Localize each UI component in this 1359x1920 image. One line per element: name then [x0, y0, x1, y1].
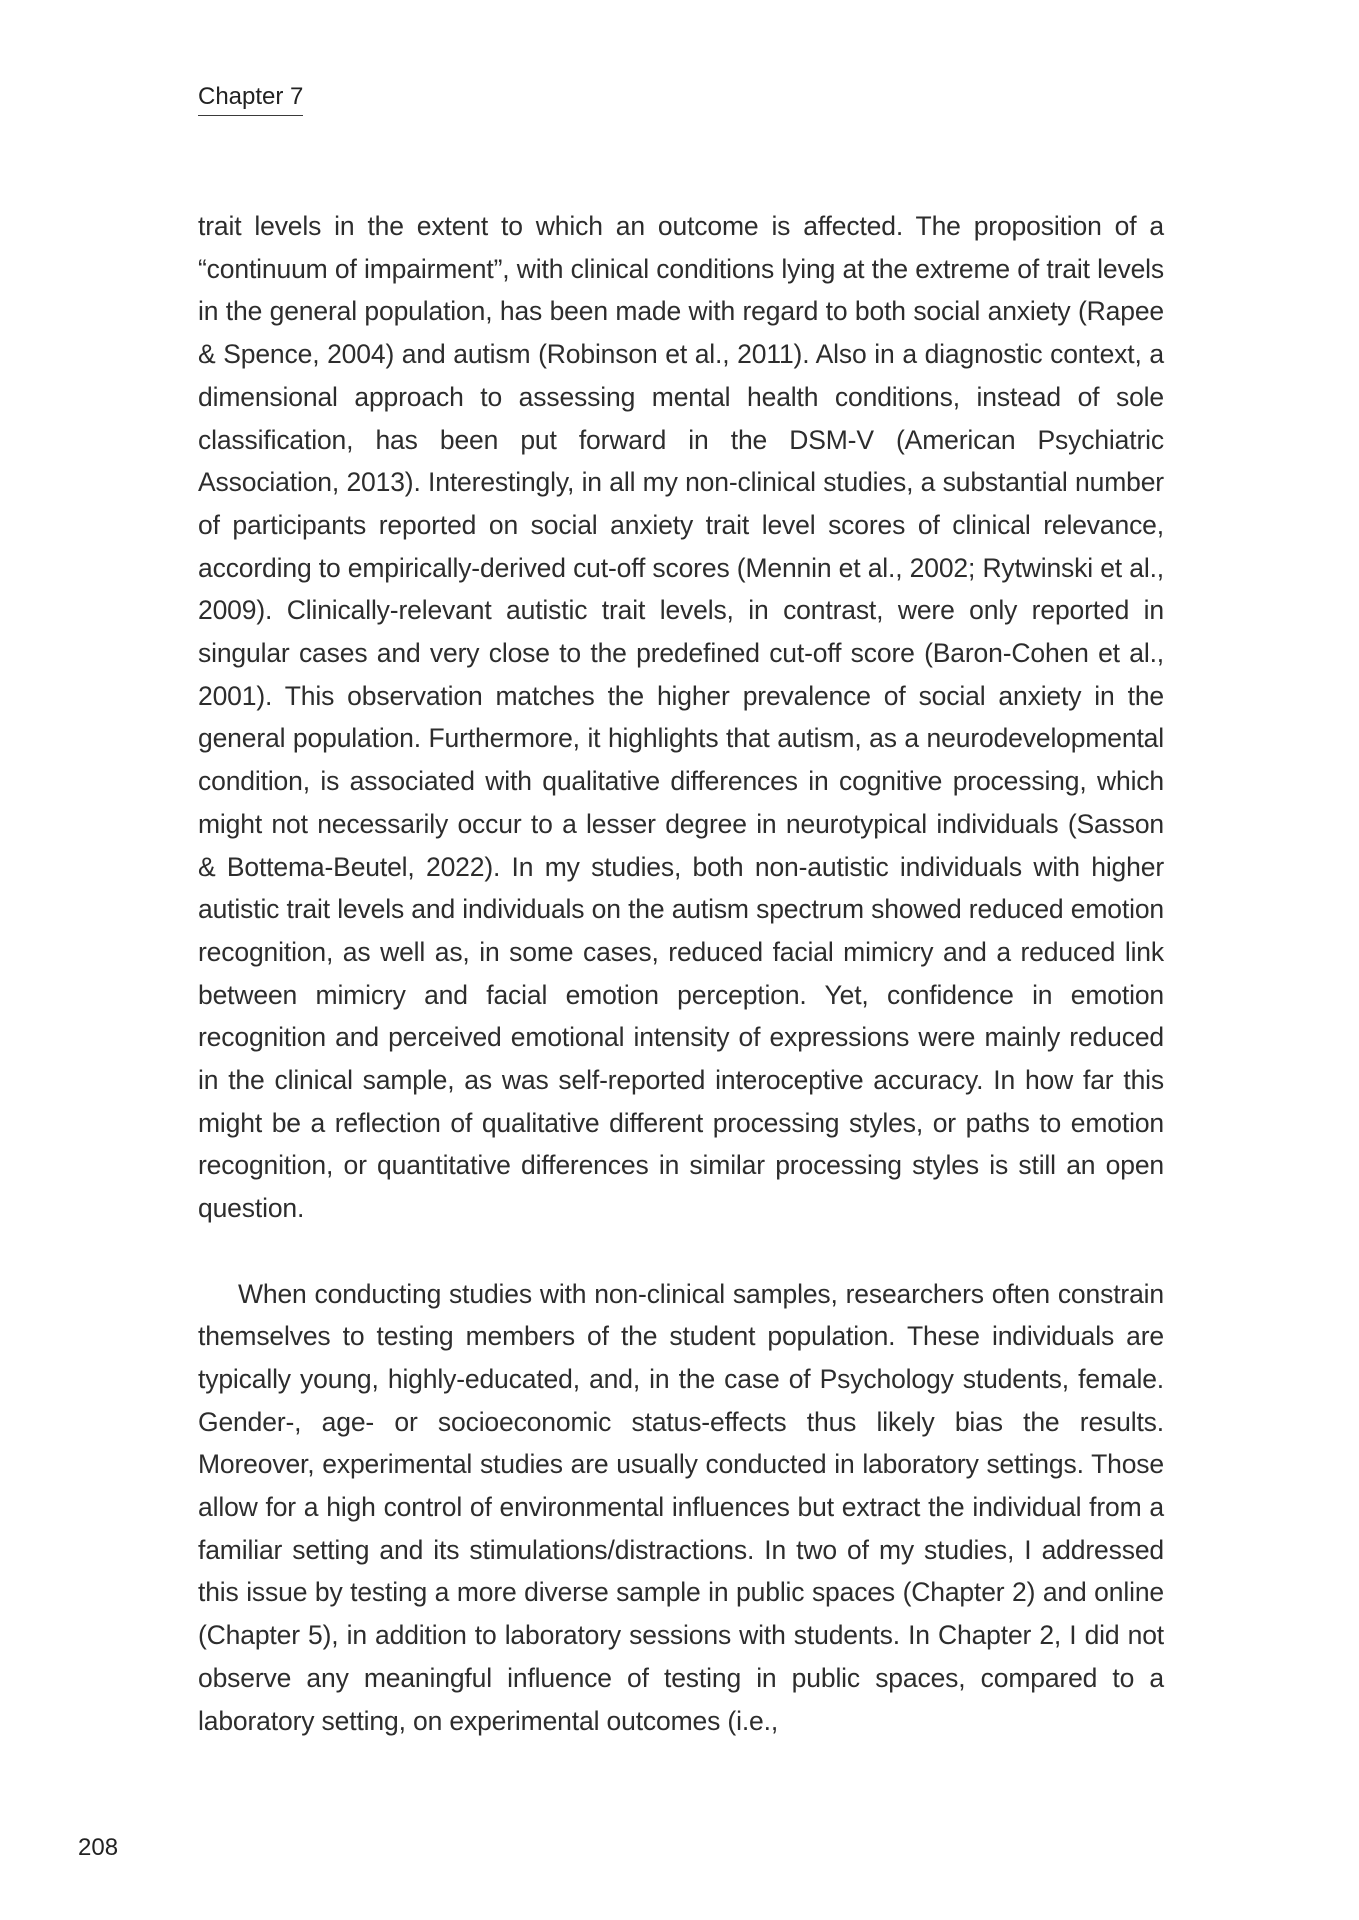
- body-text: [198, 205, 1164, 1742]
- running-header: Chapter 7: [198, 82, 303, 116]
- body-paragraph-1: trait levels in the extent to which an outcome is affected. The proposition of a “continuum of impairment”, with clinical conditions lying at the extreme of trait levels in the general population, has been made with regard to both social anxiety (Rapee & Spence, 2004) and autism (Robinson et al., 2011). Also in a diagnostic context, a dimensional approach to assessing mental health conditions, instead of sole classification, has been put forward in the DSM-V (American Psychiatric Association, 2013). Interestingly, in all my non-clinical studies, a substantial number of participants reported on social anxiety trait level scores of clinical relevance, according to empirically-derived cut-off scores (Mennin et al., 2002; Rytwinski et al., 2009). Clinically-relevant autistic trait levels, in contrast, were only reported in singular cases and very close to the predefined cut-off score (Baron-Cohen et al., 2001). This observation matches the higher prevalence of social anxiety in the general population. Furthermore, it highlights that autism, as a neurodevelopmental condition, is associated with qualitative differences in cognitive processing, which might not necessarily occur to a lesser degree in neurotypical individuals (Sasson & Bottema-Beutel, 2022). In my studies, both non-autistic individuals with higher autistic trait levels and individuals on the autism spectrum showed reduced emotion recognition, as well as, in some cases, reduced facial mimicry and a reduced link between mimicry and facial emotion perception. Yet, confidence in emotion recognition and perceived emotional intensity of expressions were mainly reduced in the clinical sample, as was self-reported interoceptive accuracy. In how far this might be a reflection of qualitative different processing styles, or paths to emotion recognition, or quantitative differences in similar processing styles is still an open question.: [198, 211, 1164, 1224]
- body-paragraph-2: When conducting studies with non-clinical samples, researchers often constrain themselves to testing members of the student population. These individuals are typically young, highly-educated, and, in the case of Psychology students, female. Gender-, age- or socioeconomic status-effects thus likely bias the results. Moreover, experimental studies are usually conducted in laboratory settings. Those allow for a high control of environmental influences but extract the individual from a familiar setting and its stimulations/distractions. In two of my studies, I addressed this issue by testing a more diverse sample in public spaces (Chapter 2) and online (Chapter 5), in addition to laboratory sessions with students. In Chapter 2, I did not observe any meaningful influence of testing in public spaces, compared to a laboratory setting, on experimental outcomes (i.e.,: [198, 1278, 1164, 1736]
- page-number: 208: [78, 1834, 119, 1861]
